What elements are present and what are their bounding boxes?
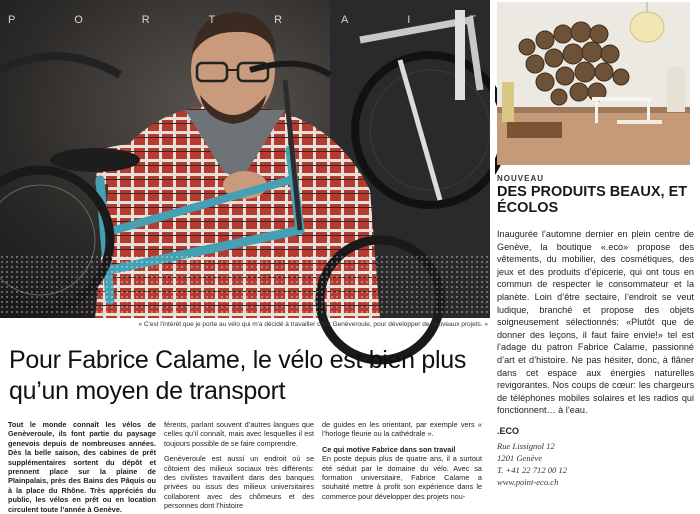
address-website[interactable]: www.point-eco.ch	[497, 477, 559, 487]
address-city: 1201 Genève	[497, 453, 543, 463]
shop-name: .ECO	[497, 426, 520, 436]
body-paragraph: de guides en les orientant, par exemple vers « l’horloge fleurie ou la cathédrale ».	[322, 420, 482, 439]
address-street: Rue Lissignol 12	[497, 441, 555, 451]
body-paragraph: En poste depuis plus de quatre ans, il a surtout été séduit par le domaine du vélo. Avec sa formation universitaire, Fabrice Calame a souhaité mettre à profit son expérience dans le commerce pour développer des projets nou-	[322, 454, 482, 501]
section-letter: A	[341, 14, 351, 26]
column-divider	[490, 0, 495, 500]
body-column-3	[322, 420, 482, 500]
right-body-text: Inaugurée l’automne dernier en plein centre de Genève, la boutique «.eco» propose des vêtements, du mobilier, des cosmétiques, des jeux et des produits d’épicerie, qui ont tous en commun de respecter le consommateur et la planète. Loin d’être sectaire, l’endroit se veut ludique, branché et propose des objets soigneusement sélectionnés: «Plutôt que de donner des leçons, il faut faire envie!» tel est l’adage du patron Fabrice Calame, passionné d’art et d’histoire. Ne pas hésiter, donc, à flâner dans cet espace aux énergies naturelles revigorantes. Nos coups de cœur: les chargeurs de téléphones mobiles solaires et les radios qui fonctionnent… à l’eau.	[497, 229, 694, 416]
shop-illustration	[497, 2, 690, 165]
address-phone: T. +41 22 712 00 12	[497, 465, 568, 475]
body-column-2	[164, 420, 314, 511]
lead-paragraph: Tout le monde connaît les vélos de Genèveroule, ils font partie du paysage genevois depuis de nombreuses années. Dès la belle saison, des cabines de prêt supplémentaires sortent du dépôt et prennent place sur la plaine de Plainpalais, près des Bains des Pâquis ou à la place du Rhône. Très appréciés du public, les vélos en prêt ou en location circulent toute l’année à Genève.	[8, 420, 156, 514]
section-letter: T	[469, 14, 478, 26]
section-letter: R	[274, 14, 285, 26]
shop-address	[497, 440, 687, 488]
section-letter: O	[74, 14, 85, 26]
section-letter: R	[141, 14, 152, 26]
right-kicker: NOUVEAU	[497, 174, 545, 183]
portrait-illustration	[0, 0, 490, 318]
article-headline: Pour Fabrice Calame, le vélo est bien plus qu’un moyen de transport	[9, 346, 467, 405]
photo-caption: « C'est l'intérêt que je porte au vélo qui m'a décidé à travailler chez Genèveroule, pour développer de nouveaux projets. »	[138, 321, 488, 328]
right-title: DES PRODUITS BEAUX, ET ÉCOLOS	[497, 184, 688, 216]
section-label	[0, 14, 490, 26]
section-letter: I	[407, 14, 413, 26]
right-body	[497, 228, 694, 417]
portrait-photo	[0, 0, 490, 318]
shop-photo	[497, 2, 690, 165]
body-column-1	[8, 420, 156, 514]
section-letter: P	[8, 14, 18, 26]
section-letter: T	[208, 14, 218, 26]
body-paragraph: férents, parlant souvent d’autres langues que celles qu’il connaît, mais avec lesquelles il est toujours possible de se faire comprendre.	[164, 420, 314, 448]
body-paragraph: Genèveroule est aussi un endroit où se côtoient des milieux sociaux très différents: des civilistes travaillent dans des banques privées ou issus des milieux universitaires collaborent avec des chômeurs et des personnes dont l’histoire	[164, 454, 314, 511]
column-subhead: Ce qui motive Fabrice dans son travail	[322, 444, 456, 454]
